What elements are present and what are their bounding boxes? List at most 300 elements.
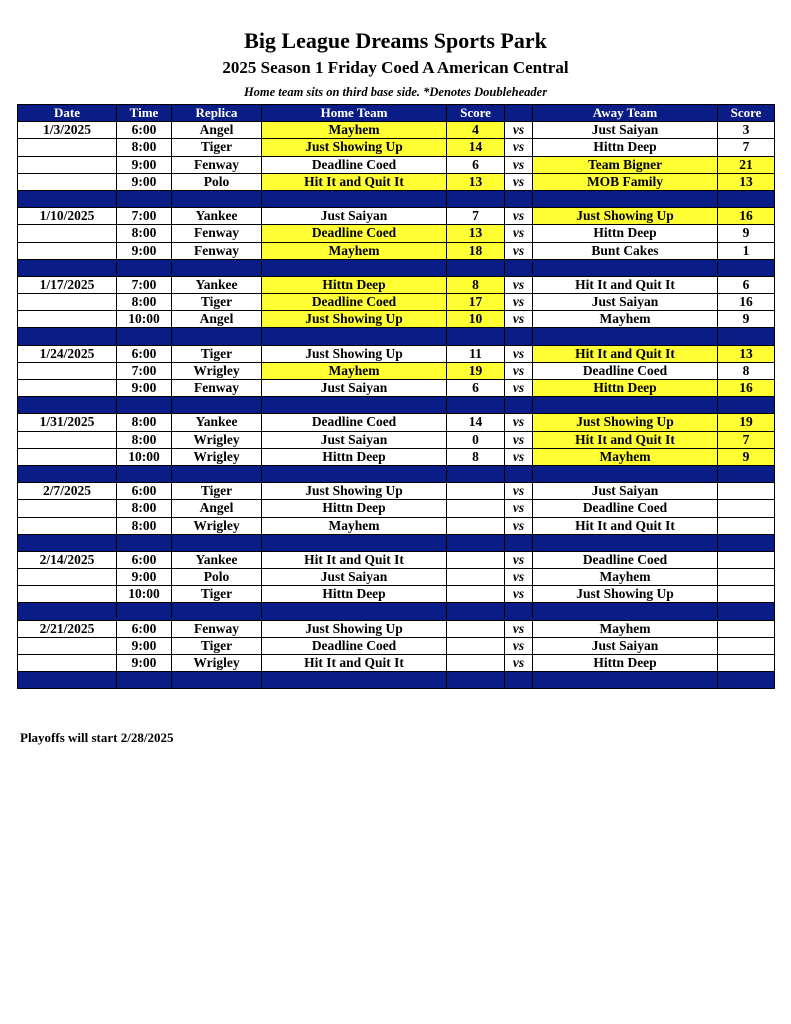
home-team-cell: Deadline Coed	[262, 414, 447, 431]
home-team-cell: Hit It and Quit It	[262, 173, 447, 190]
time-cell: 8:00	[117, 500, 172, 517]
separator-cell	[718, 465, 775, 482]
replica-cell: Tiger	[172, 483, 262, 500]
game-row	[18, 483, 775, 500]
away-team-cell: Hittn Deep	[533, 139, 718, 156]
vs-cell: vs	[505, 362, 533, 379]
date-cell	[18, 655, 117, 672]
home-score-cell	[447, 620, 505, 637]
col-home-score: Score	[447, 105, 505, 122]
date-cell: 1/17/2025	[18, 276, 117, 293]
time-cell: 8:00	[117, 139, 172, 156]
vs-cell: vs	[505, 345, 533, 362]
separator-cell	[533, 603, 718, 620]
home-score-cell: 14	[447, 139, 505, 156]
separator-cell	[533, 328, 718, 345]
game-row	[18, 294, 775, 311]
vs-cell: vs	[505, 448, 533, 465]
game-row	[18, 380, 775, 397]
game-row	[18, 225, 775, 242]
home-score-cell	[447, 551, 505, 568]
home-score-cell: 19	[447, 362, 505, 379]
separator-cell	[117, 603, 172, 620]
date-cell: 2/21/2025	[18, 620, 117, 637]
game-row	[18, 362, 775, 379]
away-score-cell	[718, 637, 775, 654]
game-row	[18, 569, 775, 586]
week-separator	[18, 672, 775, 689]
home-team-cell: Just Saiyan	[262, 208, 447, 225]
replica-cell: Wrigley	[172, 362, 262, 379]
home-team-cell: Hit It and Quit It	[262, 551, 447, 568]
separator-cell	[18, 190, 117, 207]
header-row	[18, 105, 775, 122]
time-cell: 10:00	[117, 311, 172, 328]
date-cell	[18, 586, 117, 603]
away-score-cell	[718, 500, 775, 517]
away-score-cell: 9	[718, 225, 775, 242]
away-score-cell: 21	[718, 156, 775, 173]
separator-cell	[505, 328, 533, 345]
vs-cell: vs	[505, 139, 533, 156]
time-cell: 6:00	[117, 620, 172, 637]
page-title: Big League Dreams Sports Park	[244, 28, 547, 53]
away-score-cell: 8	[718, 362, 775, 379]
separator-cell	[447, 397, 505, 414]
home-team-cell: Just Saiyan	[262, 569, 447, 586]
separator-cell	[262, 603, 447, 620]
separator-cell	[18, 603, 117, 620]
separator-cell	[505, 672, 533, 689]
separator-cell	[505, 534, 533, 551]
replica-cell: Fenway	[172, 242, 262, 259]
vs-cell: vs	[505, 551, 533, 568]
time-cell: 10:00	[117, 586, 172, 603]
away-score-cell: 7	[718, 139, 775, 156]
vs-cell: vs	[505, 311, 533, 328]
separator-cell	[117, 465, 172, 482]
replica-cell: Tiger	[172, 586, 262, 603]
time-cell: 9:00	[117, 380, 172, 397]
vs-cell: vs	[505, 500, 533, 517]
week-separator	[18, 259, 775, 276]
game-row	[18, 637, 775, 654]
vs-cell: vs	[505, 122, 533, 139]
home-team-cell: Mayhem	[262, 242, 447, 259]
week-separator	[18, 190, 775, 207]
separator-cell	[533, 190, 718, 207]
vs-cell: vs	[505, 517, 533, 534]
vs-cell: vs	[505, 242, 533, 259]
game-row	[18, 139, 775, 156]
away-team-cell: MOB Family	[533, 173, 718, 190]
home-team-cell: Just Showing Up	[262, 139, 447, 156]
away-team-cell: Hit It and Quit It	[533, 345, 718, 362]
separator-cell	[718, 259, 775, 276]
home-team-cell: Hittn Deep	[262, 276, 447, 293]
replica-cell: Yankee	[172, 208, 262, 225]
away-team-cell: Hit It and Quit It	[533, 517, 718, 534]
home-score-cell: 0	[447, 431, 505, 448]
vs-cell: vs	[505, 637, 533, 654]
separator-cell	[172, 534, 262, 551]
col-vs	[505, 105, 533, 122]
game-row	[18, 311, 775, 328]
separator-cell	[718, 328, 775, 345]
away-score-cell	[718, 620, 775, 637]
date-cell: 1/24/2025	[18, 345, 117, 362]
away-score-cell	[718, 655, 775, 672]
separator-cell	[172, 328, 262, 345]
away-team-cell: Mayhem	[533, 448, 718, 465]
home-team-cell: Hittn Deep	[262, 448, 447, 465]
separator-cell	[262, 397, 447, 414]
replica-cell: Yankee	[172, 276, 262, 293]
separator-cell	[172, 190, 262, 207]
date-cell: 2/14/2025	[18, 551, 117, 568]
game-row	[18, 156, 775, 173]
separator-cell	[505, 190, 533, 207]
vs-cell: vs	[505, 569, 533, 586]
home-score-cell	[447, 637, 505, 654]
separator-cell	[505, 397, 533, 414]
time-cell: 9:00	[117, 655, 172, 672]
vs-cell: vs	[505, 173, 533, 190]
away-score-cell	[718, 483, 775, 500]
separator-cell	[505, 465, 533, 482]
home-score-cell: 14	[447, 414, 505, 431]
separator-cell	[117, 190, 172, 207]
separator-cell	[447, 465, 505, 482]
home-score-cell: 7	[447, 208, 505, 225]
date-cell	[18, 637, 117, 654]
col-away-team: Away Team	[533, 105, 718, 122]
vs-cell: vs	[505, 655, 533, 672]
away-team-cell: Just Showing Up	[533, 414, 718, 431]
home-score-cell: 4	[447, 122, 505, 139]
away-score-cell: 13	[718, 173, 775, 190]
away-score-cell	[718, 517, 775, 534]
date-cell	[18, 242, 117, 259]
home-score-cell: 6	[447, 156, 505, 173]
date-cell: 1/3/2025	[18, 122, 117, 139]
game-row	[18, 345, 775, 362]
game-row	[18, 173, 775, 190]
time-cell: 6:00	[117, 483, 172, 500]
time-cell: 9:00	[117, 242, 172, 259]
home-team-cell: Hittn Deep	[262, 586, 447, 603]
separator-cell	[18, 672, 117, 689]
away-team-cell: Team Bigner	[533, 156, 718, 173]
replica-cell: Tiger	[172, 637, 262, 654]
away-team-cell: Just Saiyan	[533, 483, 718, 500]
away-score-cell: 16	[718, 294, 775, 311]
separator-cell	[447, 534, 505, 551]
separator-cell	[18, 259, 117, 276]
col-date: Date	[18, 105, 117, 122]
replica-cell: Polo	[172, 173, 262, 190]
away-score-cell: 13	[718, 345, 775, 362]
time-cell: 8:00	[117, 414, 172, 431]
away-team-cell: Just Showing Up	[533, 208, 718, 225]
vs-cell: vs	[505, 586, 533, 603]
separator-cell	[447, 259, 505, 276]
separator-cell	[18, 328, 117, 345]
away-team-cell: Just Saiyan	[533, 637, 718, 654]
away-team-cell: Mayhem	[533, 620, 718, 637]
away-team-cell: Just Saiyan	[533, 294, 718, 311]
away-score-cell: 16	[718, 208, 775, 225]
home-team-cell: Mayhem	[262, 122, 447, 139]
vs-cell: vs	[505, 225, 533, 242]
date-cell	[18, 448, 117, 465]
separator-cell	[533, 672, 718, 689]
separator-cell	[718, 190, 775, 207]
home-team-cell: Just Showing Up	[262, 620, 447, 637]
time-cell: 9:00	[117, 156, 172, 173]
separator-cell	[533, 465, 718, 482]
separator-cell	[718, 397, 775, 414]
time-cell: 8:00	[117, 225, 172, 242]
away-team-cell: Mayhem	[533, 569, 718, 586]
home-score-cell: 18	[447, 242, 505, 259]
separator-cell	[505, 603, 533, 620]
away-team-cell: Just Showing Up	[533, 586, 718, 603]
replica-cell: Fenway	[172, 620, 262, 637]
week-separator	[18, 328, 775, 345]
home-team-cell: Deadline Coed	[262, 156, 447, 173]
separator-cell	[262, 672, 447, 689]
away-score-cell: 7	[718, 431, 775, 448]
away-score-cell: 9	[718, 311, 775, 328]
vs-cell: vs	[505, 276, 533, 293]
separator-cell	[533, 259, 718, 276]
away-team-cell: Deadline Coed	[533, 500, 718, 517]
replica-cell: Angel	[172, 122, 262, 139]
home-score-cell: 13	[447, 225, 505, 242]
separator-cell	[172, 465, 262, 482]
date-cell	[18, 311, 117, 328]
time-cell: 9:00	[117, 173, 172, 190]
separator-cell	[447, 603, 505, 620]
replica-cell: Fenway	[172, 156, 262, 173]
time-cell: 7:00	[117, 276, 172, 293]
date-cell: 1/10/2025	[18, 208, 117, 225]
schedule-body	[18, 122, 775, 689]
separator-cell	[262, 190, 447, 207]
away-score-cell: 6	[718, 276, 775, 293]
separator-cell	[117, 328, 172, 345]
separator-cell	[262, 465, 447, 482]
date-cell	[18, 362, 117, 379]
separator-cell	[262, 328, 447, 345]
away-team-cell: Deadline Coed	[533, 551, 718, 568]
away-score-cell: 19	[718, 414, 775, 431]
home-team-cell: Just Showing Up	[262, 311, 447, 328]
separator-cell	[262, 534, 447, 551]
replica-cell: Wrigley	[172, 517, 262, 534]
vs-cell: vs	[505, 380, 533, 397]
home-team-cell: Just Saiyan	[262, 380, 447, 397]
away-score-cell: 16	[718, 380, 775, 397]
separator-cell	[18, 465, 117, 482]
week-separator	[18, 603, 775, 620]
time-cell: 6:00	[117, 551, 172, 568]
separator-cell	[117, 259, 172, 276]
date-cell: 2/7/2025	[18, 483, 117, 500]
home-score-cell: 13	[447, 173, 505, 190]
page-subtitle: 2025 Season 1 Friday Coed A American Central	[222, 58, 569, 77]
replica-cell: Polo	[172, 569, 262, 586]
game-row	[18, 655, 775, 672]
schedule-table	[17, 104, 775, 689]
home-score-cell: 6	[447, 380, 505, 397]
game-row	[18, 448, 775, 465]
replica-cell: Wrigley	[172, 448, 262, 465]
home-team-cell: Hittn Deep	[262, 500, 447, 517]
replica-cell: Fenway	[172, 225, 262, 242]
away-score-cell: 9	[718, 448, 775, 465]
replica-cell: Yankee	[172, 551, 262, 568]
vs-cell: vs	[505, 483, 533, 500]
time-cell: 8:00	[117, 517, 172, 534]
game-row	[18, 551, 775, 568]
away-score-cell	[718, 569, 775, 586]
time-cell: 8:00	[117, 294, 172, 311]
game-row	[18, 208, 775, 225]
date-cell: 1/31/2025	[18, 414, 117, 431]
replica-cell: Wrigley	[172, 655, 262, 672]
date-cell	[18, 431, 117, 448]
separator-cell	[117, 397, 172, 414]
separator-cell	[447, 328, 505, 345]
date-cell	[18, 517, 117, 534]
replica-cell: Angel	[172, 311, 262, 328]
separator-cell	[533, 534, 718, 551]
game-row	[18, 620, 775, 637]
separator-cell	[505, 259, 533, 276]
away-team-cell: Hit It and Quit It	[533, 276, 718, 293]
home-team-cell: Just Showing Up	[262, 345, 447, 362]
vs-cell: vs	[505, 208, 533, 225]
time-cell: 7:00	[117, 362, 172, 379]
vs-cell: vs	[505, 294, 533, 311]
time-cell: 9:00	[117, 637, 172, 654]
week-separator	[18, 397, 775, 414]
replica-cell: Yankee	[172, 414, 262, 431]
game-row	[18, 242, 775, 259]
replica-cell: Tiger	[172, 345, 262, 362]
game-row	[18, 517, 775, 534]
home-score-cell: 8	[447, 276, 505, 293]
date-cell	[18, 294, 117, 311]
separator-cell	[117, 672, 172, 689]
home-score-cell: 8	[447, 448, 505, 465]
away-team-cell: Bunt Cakes	[533, 242, 718, 259]
separator-cell	[718, 534, 775, 551]
date-cell	[18, 500, 117, 517]
home-team-cell: Mayhem	[262, 517, 447, 534]
home-score-cell	[447, 517, 505, 534]
date-cell	[18, 225, 117, 242]
date-cell	[18, 173, 117, 190]
col-away-score: Score	[718, 105, 775, 122]
game-row	[18, 500, 775, 517]
vs-cell: vs	[505, 156, 533, 173]
week-separator	[18, 534, 775, 551]
away-team-cell: Hittn Deep	[533, 380, 718, 397]
separator-cell	[447, 190, 505, 207]
separator-cell	[18, 397, 117, 414]
away-team-cell: Deadline Coed	[533, 362, 718, 379]
game-row	[18, 414, 775, 431]
date-cell	[18, 156, 117, 173]
col-time: Time	[117, 105, 172, 122]
time-cell: 9:00	[117, 569, 172, 586]
date-cell	[18, 569, 117, 586]
schedule-note: Home team sits on third base side. *Denotes Doubleheader	[243, 85, 548, 99]
separator-cell	[18, 534, 117, 551]
col-home-team: Home Team	[262, 105, 447, 122]
separator-cell	[262, 259, 447, 276]
away-team-cell: Just Saiyan	[533, 122, 718, 139]
vs-cell: vs	[505, 431, 533, 448]
home-score-cell	[447, 500, 505, 517]
home-score-cell: 10	[447, 311, 505, 328]
away-score-cell	[718, 586, 775, 603]
playoffs-note: Playoffs will start 2/28/2025	[20, 730, 174, 745]
home-team-cell: Deadline Coed	[262, 294, 447, 311]
vs-cell: vs	[505, 414, 533, 431]
home-team-cell: Deadline Coed	[262, 637, 447, 654]
replica-cell: Angel	[172, 500, 262, 517]
home-team-cell: Deadline Coed	[262, 225, 447, 242]
game-row	[18, 431, 775, 448]
home-score-cell	[447, 569, 505, 586]
away-team-cell: Hit It and Quit It	[533, 431, 718, 448]
separator-cell	[117, 534, 172, 551]
time-cell: 6:00	[117, 345, 172, 362]
time-cell: 7:00	[117, 208, 172, 225]
date-cell	[18, 139, 117, 156]
separator-cell	[172, 672, 262, 689]
time-cell: 8:00	[117, 431, 172, 448]
separator-cell	[447, 672, 505, 689]
separator-cell	[172, 259, 262, 276]
game-row	[18, 122, 775, 139]
date-cell	[18, 380, 117, 397]
home-score-cell	[447, 483, 505, 500]
game-row	[18, 276, 775, 293]
week-separator	[18, 465, 775, 482]
home-score-cell	[447, 586, 505, 603]
away-team-cell: Hittn Deep	[533, 655, 718, 672]
replica-cell: Tiger	[172, 294, 262, 311]
replica-cell: Tiger	[172, 139, 262, 156]
replica-cell: Wrigley	[172, 431, 262, 448]
replica-cell: Fenway	[172, 380, 262, 397]
separator-cell	[533, 397, 718, 414]
away-score-cell	[718, 551, 775, 568]
home-team-cell: Just Saiyan	[262, 431, 447, 448]
separator-cell	[172, 397, 262, 414]
away-score-cell: 3	[718, 122, 775, 139]
time-cell: 6:00	[117, 122, 172, 139]
home-team-cell: Just Showing Up	[262, 483, 447, 500]
away-score-cell: 1	[718, 242, 775, 259]
home-score-cell: 17	[447, 294, 505, 311]
col-replica: Replica	[172, 105, 262, 122]
